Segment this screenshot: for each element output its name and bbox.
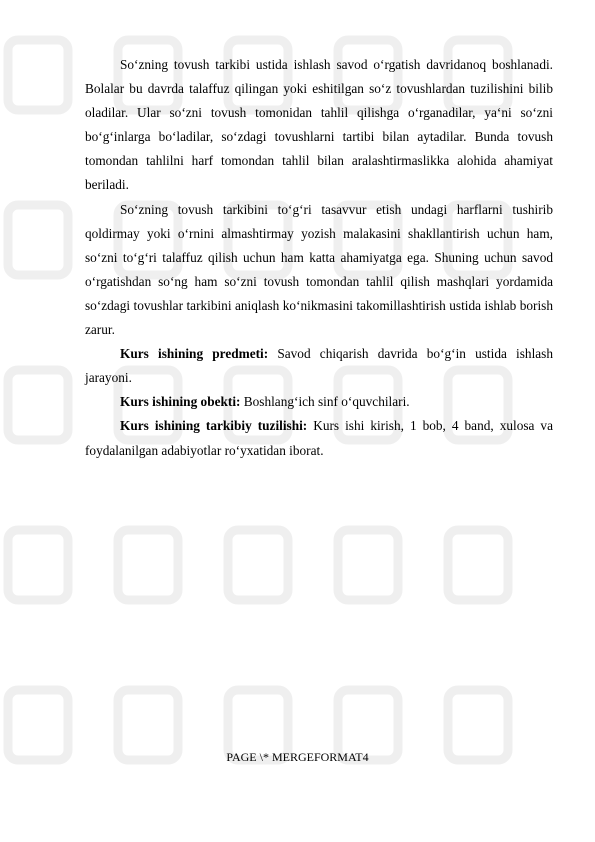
object-text: Boshlang‘ich sinf o‘quvchilari.: [240, 394, 410, 410]
paragraph-structure: [85, 414, 553, 462]
paragraph-subject: [85, 342, 553, 390]
subject-label: Kurs ishining predmeti:: [120, 346, 269, 362]
body-text: [85, 53, 553, 463]
paragraph-object: [85, 390, 553, 414]
structure-text: Kurs ishi kirish, 1 bob, 4 band, xulosa va foydalanilgan adabiyotlar ro‘yxatidan iborat.: [85, 418, 553, 458]
paragraph-1: So‘zning tovush tarkibi ustida ishlash savod o‘rgatish davridanoq boshlanadi. Bolalar bu davrda talaffuz qilingan yoki eshitilgan so‘z tovushlardan tuzilishini bilib oladilar. Ular so‘zni tovush tomonidan tahlil qilishga o‘rganadilar, ya‘ni so‘zni bo‘g‘inlarga bo‘ladilar, so‘zdagi tovushlarni tartibi bilan aytadilar. Bunda tovush tomondan tahlilni harf tomondan tahlil bilan aralashtirmaslikka alohida ahamiyat beriladi.: [85, 57, 553, 193]
subject-text: Savod chiqarish davrida bo‘g‘in ustida ishlash jarayoni.: [85, 346, 553, 386]
paragraph-2: So‘zning tovush tarkibini to‘g‘ri tasavvur etish undagi harflarni tushirib qoldirmay yoki o‘rnini almashtirmay yozish malakasini shakllantirish uchun ham, so‘zni to‘g‘ri talaffuz qilish uchun ham katta ahamiyatga ega. Shuning uchun savod o‘rgatishdan so‘ng ham so‘zni tovush tomondan tahlil qilish mashqlari yordamida so‘zdagi tovushlar tarkibini aniqlash ko‘nikmasini takomillashtirish ustida ishlab borish zarur.: [85, 201, 553, 338]
structure-label: Kurs ishining tarkibiy tuzilishi:: [120, 418, 308, 434]
page-footer: PAGE \* MERGEFORMAT4: [226, 750, 369, 764]
object-label: Kurs ishining obekti:: [120, 394, 241, 410]
